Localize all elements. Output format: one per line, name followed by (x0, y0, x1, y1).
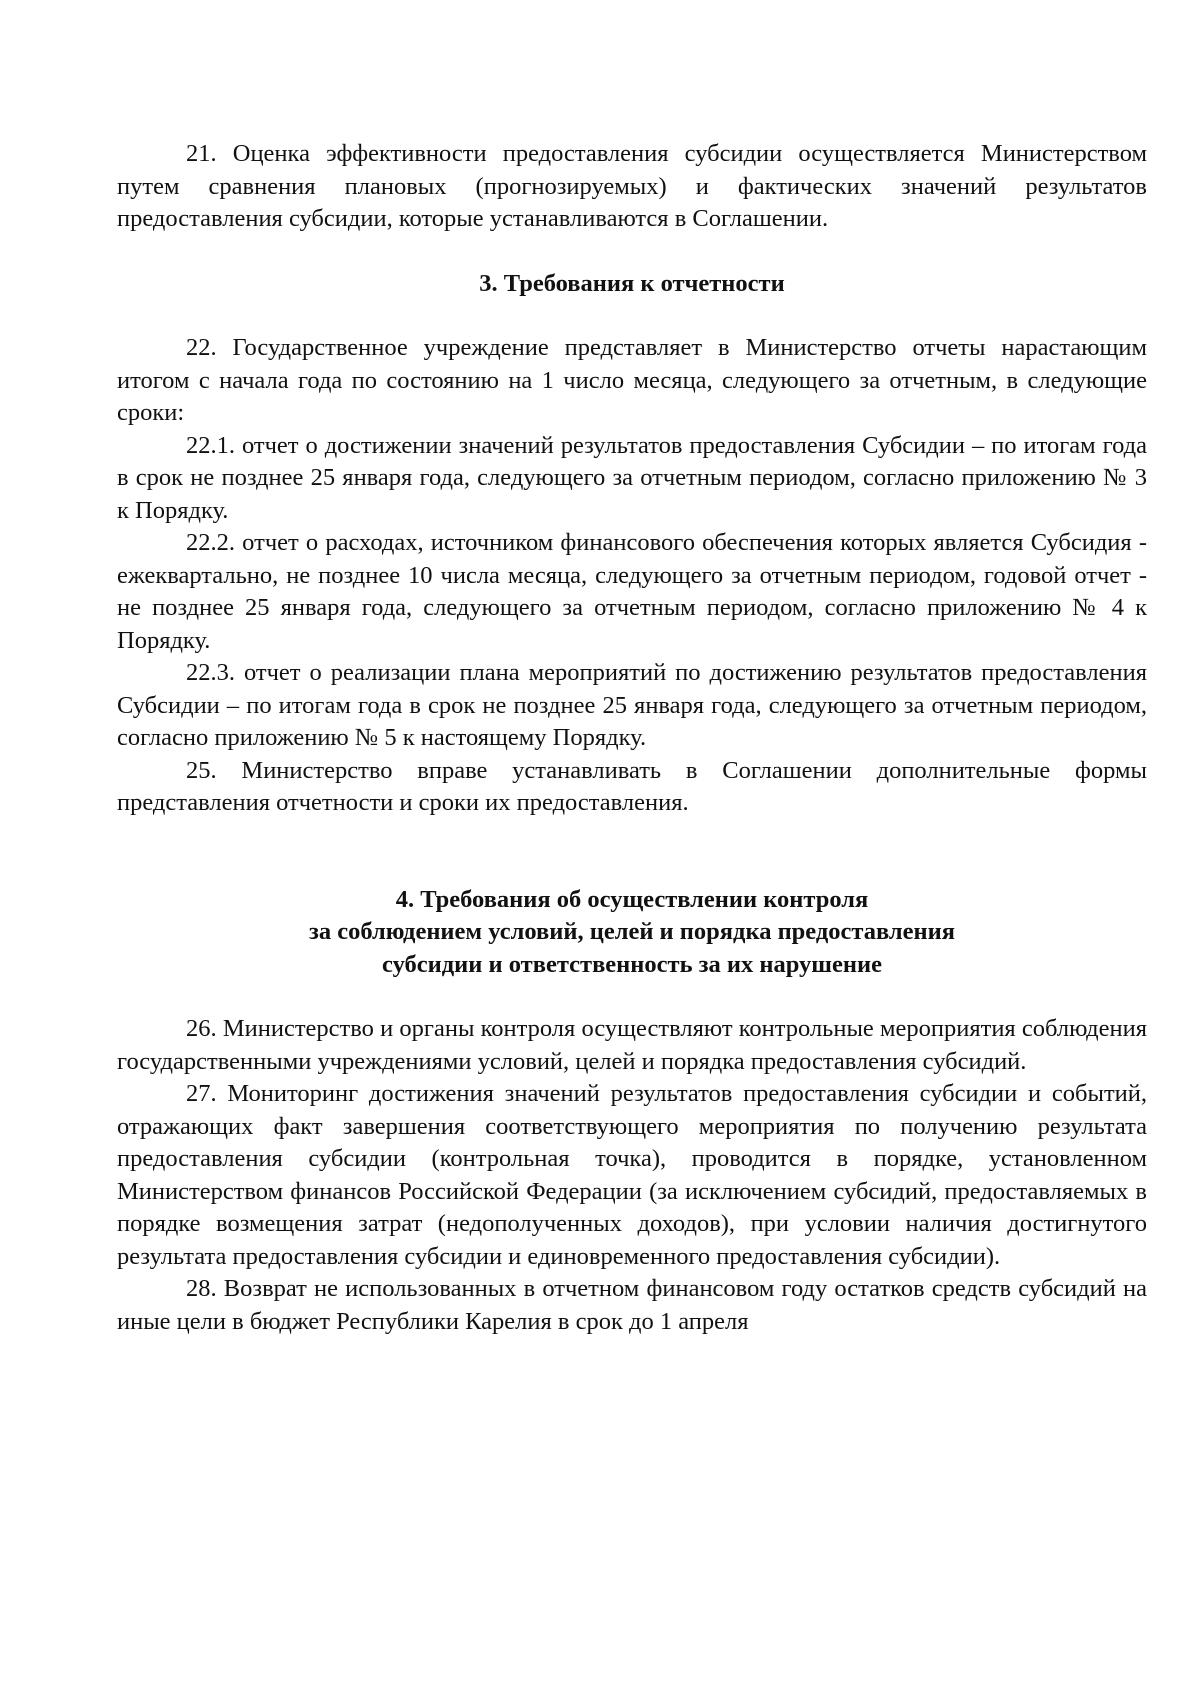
section-heading-4-line-2: за соблюдением условий, целей и порядка предоставления (309, 918, 955, 945)
spacer (117, 300, 1147, 332)
paragraph-21: 21. Оценка эффективности предоставления субсидии осуществляется Министерством путем сравнения плановых (прогнозируемых) и фактических значений результатов предоставления субсидии, которые устанавливаются в Соглашении. (117, 140, 1147, 232)
spacer (117, 981, 1147, 1013)
paragraph-22-1: 22.1. отчет о достижении значений результатов предоставления Субсидии – по итогам года в срок не позднее 25 января года, следующего за отчетным периодом, согласно приложению № 3 к Порядку. (117, 431, 1147, 524)
paragraph-28: 28. Возврат не использованных в отчетном финансовом году остатков средств субсидий на иные цели в бюджет Республики Карелия в срок до 1 апреля (117, 1275, 1147, 1335)
section-heading-3: 3. Требования к отчетности (479, 269, 785, 297)
paragraph-27: 27. Мониторинг достижения значений результатов предоставления субсидии и событий, отражающих факт завершения соответствующего мероприятия по получению результата предоставления субсидии (контрольная точка), проводится в порядке, установленном Министерством финансов Российской Федерации (за исключением субсидий, предоставляемых в порядке возмещения затрат (недополученных доходов), при условии наличия достигнутого результата предоставления субсидии и единовременного предоставления субсидии). (117, 1080, 1147, 1270)
paragraph-22-2: 22.2. отчет о расходах, источником финансового обеспечения которых является Субсидия - ежеквартально, не позднее 10 числа месяца, следующего за отчетным периодом, годовой отчет - не позднее 25 января года, следующего за отчетным периодом, согласно приложению № 4 к Порядку. (117, 529, 1147, 654)
paragraph-25: 25. Министерство вправе устанавливать в Соглашении дополнительные формы представления отчетности и сроки их предоставления. (117, 756, 1147, 816)
section-heading-4-line-1: 4. Требования об осуществлении контроля (395, 885, 869, 913)
paragraph-26: 26. Министерство и органы контроля осуществляют контрольные мероприятия соблюдения государственными учреждениями условий, целей и порядка предоставления субсидий. (117, 1015, 1147, 1075)
paragraph-22: 22. Государственное учреждение представляет в Министерство отчеты нарастающим итогом с начала года по состоянию на 1 число месяца, следующего за отчетным, в следующие сроки: (117, 334, 1147, 426)
spacer (117, 820, 1147, 884)
section-heading-4 (117, 884, 1147, 982)
spacer (117, 236, 1147, 268)
document-page (117, 138, 1147, 1338)
paragraph-22-3: 22.3. отчет о реализации плана мероприятий по достижению результатов предоставления Субсидии – по итогам года в срок не позднее 25 января года, следующего за отчетным периодом, согласно приложению № 5 к настоящему Порядку. (117, 659, 1147, 751)
section-heading-4-line-3: субсидии и ответственность за их нарушение (382, 950, 882, 978)
